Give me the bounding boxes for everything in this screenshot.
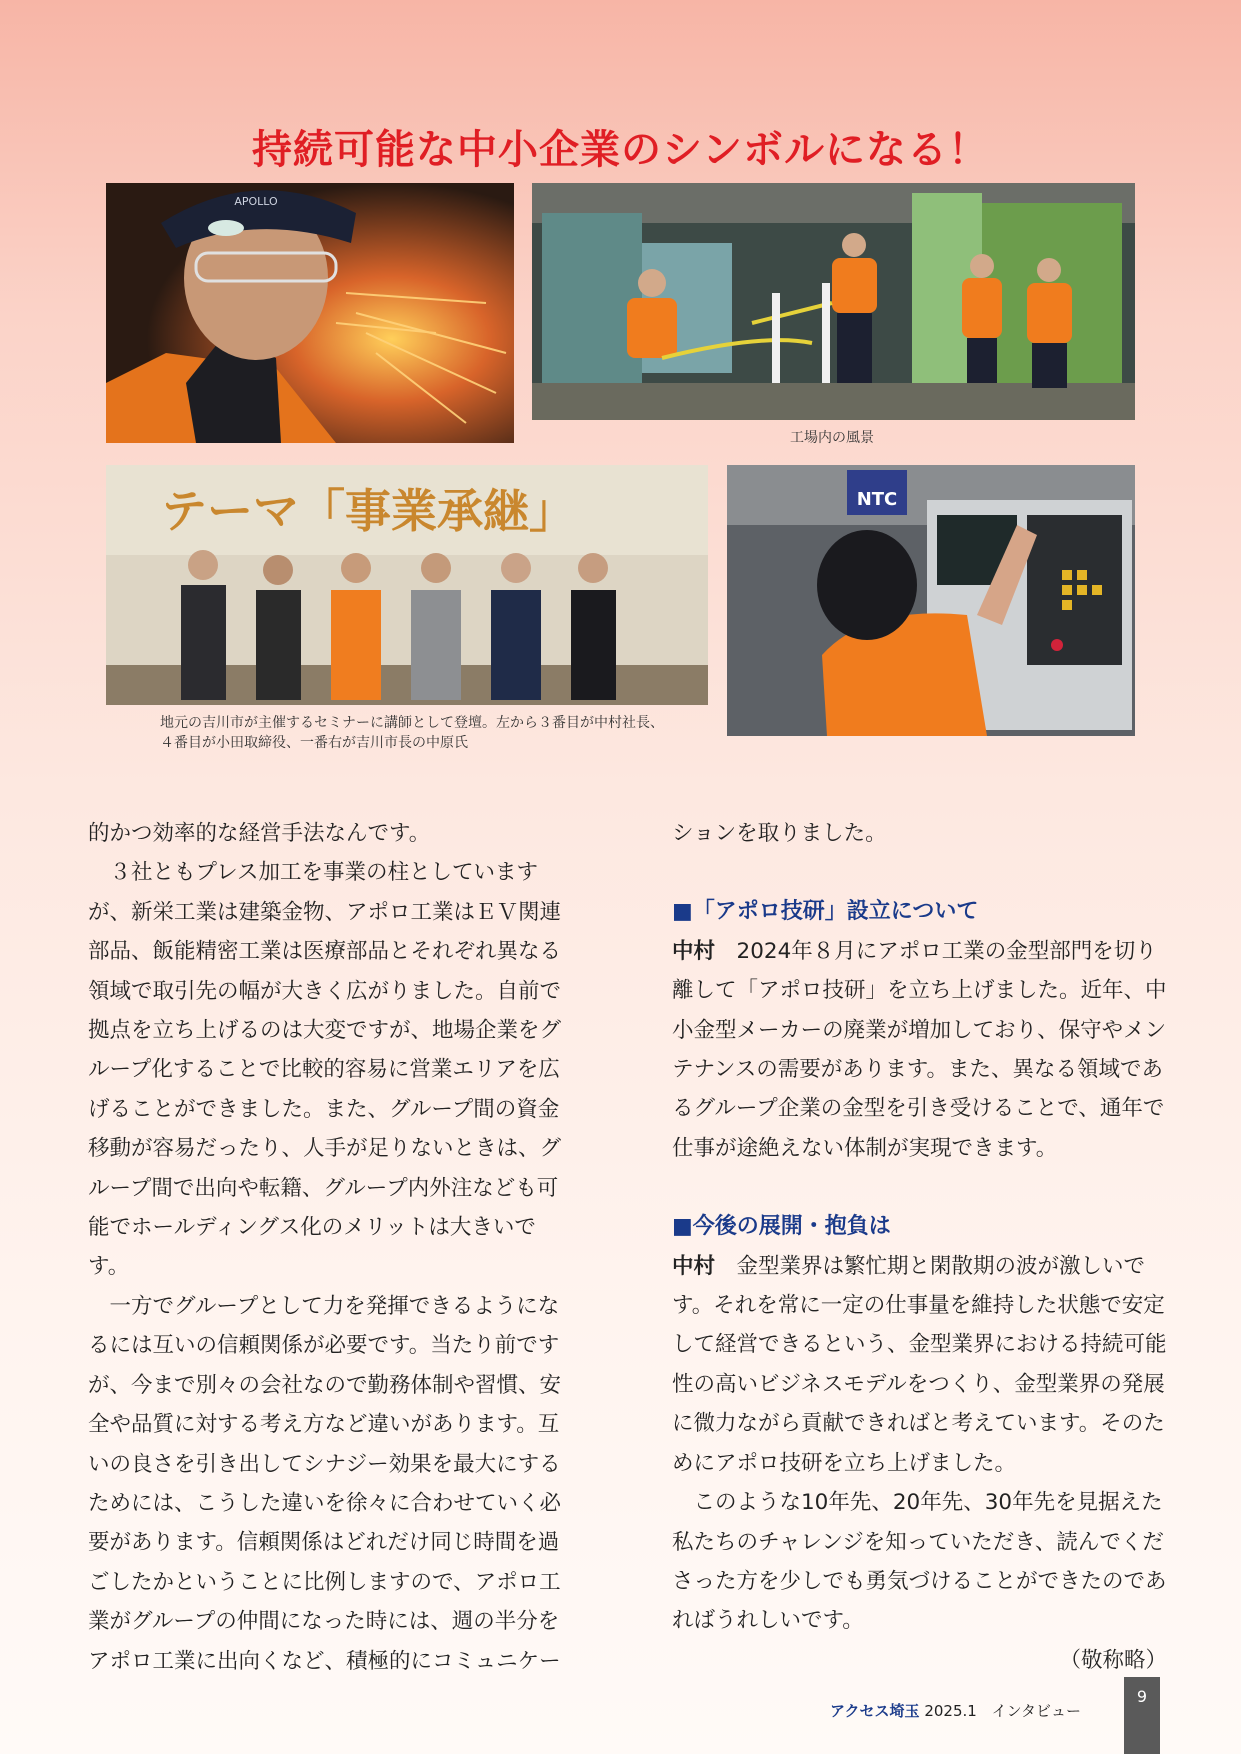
publication-name: アクセス埼玉 bbox=[830, 1702, 920, 1720]
section-heading-apollo-giken: ■「アポロ技研」設立について bbox=[672, 899, 979, 925]
seminar-group-photo bbox=[106, 465, 708, 705]
left-paragraph-3: 一方でグループとして力を発揮できるようになるには互いの信頼関係が必要です。当たり前ですが、今まで別々の会社なので勤務体制や習慣、安全や品質に対する考え方など違いがあります。互いの良さを引き出してシナジー効果を最大にするためには、こうした違いを徐々に合わせていく必要があります。信頼関係はどれだけ同じ時間を過ごしたかということに比例しますので、アポロ工業がグループの仲間になった時には、週の半分をアポロ工業に出向くなど、積極的にコミュニケー bbox=[88, 1293, 562, 1674]
speaker-name: 中村 bbox=[672, 1253, 716, 1279]
seminar-banner-text: テーマ「事業承継」 bbox=[161, 484, 575, 538]
section1-body bbox=[672, 932, 1167, 1168]
speaker-name: 中村 bbox=[672, 938, 716, 964]
left-paragraph-1: 的かつ効率的な経営手法なんです。 bbox=[88, 821, 431, 846]
section-heading-future: ■今後の展開・抱負は bbox=[672, 1214, 891, 1240]
section1-text: 2024年８月にアポロ工業の金型部門を切り離して「アポロ技研」を立ち上げました。近年、中小金型メーカーの廃業が増加しており、保守やメンテナンスの需要があります。また、異なる領域であるグループ企業の金型を引き受けることで、通年で仕事が途絶えない体制が実現できます。 bbox=[672, 938, 1167, 1161]
cnc-operator-photo bbox=[727, 465, 1135, 736]
closing-note: （敬称略） bbox=[1059, 1647, 1167, 1673]
factory-photo-caption: 工場内の風景 bbox=[790, 430, 874, 446]
machine-brand-text: NTC bbox=[856, 489, 898, 510]
cap-logo-text: APOLLO bbox=[234, 195, 278, 208]
right-text-column bbox=[672, 814, 1167, 1680]
worker-portrait-photo bbox=[106, 183, 514, 443]
issue-date: 2025.1 bbox=[924, 1702, 977, 1720]
right-paragraph-1: ションを取りました。 bbox=[672, 821, 887, 846]
seminar-photo-caption bbox=[160, 713, 664, 753]
seminar-caption-line1: 地元の吉川市が主催するセミナーに講師として登壇。左から３番目が中村社長、 bbox=[160, 715, 664, 731]
section2-body bbox=[672, 1247, 1167, 1483]
seminar-caption-line2: ４番目が小田取締役、一番右が吉川市長の中原氏 bbox=[160, 735, 468, 751]
page-headline: 持続可能な中小企業のシンボルになる！ bbox=[252, 127, 989, 173]
section2-text: 金型業界は繁忙期と閑散期の波が激しいです。それを常に一定の仕事量を維持した状態で安定して経営できるという、金型業界における持続可能性の高いビジネスモデルをつくり、金型業界の発展に微力ながら貢献できればと考えています。そのためにアポロ技研を立ち上げました。 bbox=[672, 1253, 1167, 1476]
page-number: 9 bbox=[1124, 1677, 1160, 1754]
section-name: インタビュー bbox=[991, 1702, 1082, 1720]
section2-paragraph-2: このような10年先、20年先、30年先を見据えた私たちのチャレンジを知っていただき、読んでくださった方を少しでも勇気づけることができたのであればうれしいです。 bbox=[672, 1490, 1167, 1634]
left-paragraph-2: ３社ともプレス加工を事業の柱としていますが、新栄工業は建築金物、アポロ工業はＥＶ関連部品、飯能精密工業は医療部品とそれぞれ異なる領域で取引先の幅が大きく広がりました。自前で拠点を立ち上げるのは大変ですが、地場企業をグループ化することで比較的容易に営業エリアを広げることができました。また、グループ間の資金移動が容易だったり、人手が足りないときは、グループ間で出向や転籍、グループ内外注なども可能でホールディングス化のメリットは大きいです。 bbox=[88, 860, 562, 1280]
factory-floor-photo bbox=[532, 183, 1135, 420]
left-text-column bbox=[88, 814, 576, 1681]
page-footer bbox=[830, 1700, 1081, 1721]
